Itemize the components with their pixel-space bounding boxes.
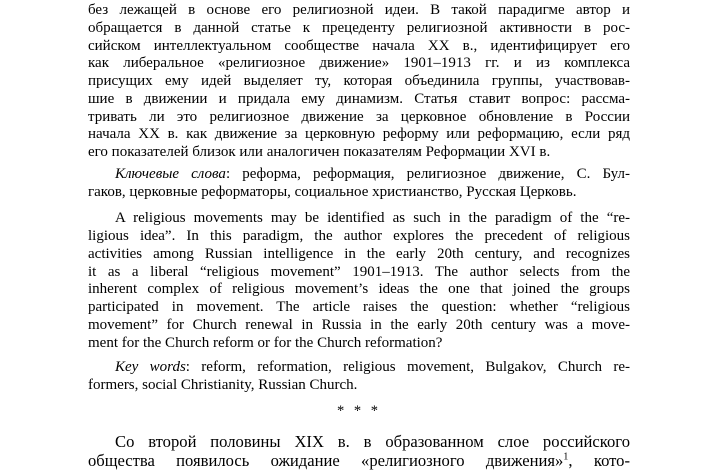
text-line: [88, 166, 630, 184]
body-line-text: общества появилось ожидание «религиозного движения»: [88, 450, 564, 470]
keywords-ru-text: : реформа, реформация, религиозное движение, С. Бул-: [225, 165, 631, 182]
text-line: A religious movements may be identified as such in the paradigm of the “re-: [115, 210, 630, 227]
text-line: [88, 451, 630, 470]
text-line: inherent complex of religious movement’s ideas the one that joined the groups: [88, 281, 630, 298]
abstract-english: [88, 210, 630, 352]
text-line: ment for the Church reform or for the Church reformation?: [88, 334, 443, 351]
section-separator: * * *: [337, 402, 381, 419]
text-line: ligious idea”. In this paradigm, the author explores the precedent of religious: [88, 228, 630, 244]
body-line-text: , кото-: [568, 450, 630, 470]
text-line: начала XX в. как движение за церковную реформу или реформацию, если ряд: [88, 126, 630, 143]
text-line: сийском интеллектуальном сообществе начала XX в., идентифицирует его: [88, 37, 630, 54]
keywords-en-label: Key words: [115, 359, 186, 376]
keywords-en-text: : reform, reformation, religious movement, Bulgakov, Church re-: [185, 359, 630, 376]
text-line: гаков, церковные реформаторы, социальное христианство, Русская Церковь.: [88, 183, 577, 200]
footnote-ref-1: 1: [563, 451, 569, 463]
abstract-russian: [88, 2, 630, 162]
text-line: присущих ему идей выделяет ту, которая объединила группы, участвовав-: [88, 73, 630, 89]
keywords-ru-label: Ключевые слова: [115, 165, 226, 182]
text-line: обращается в данной статье к прецеденту религиозной активности в рос-: [88, 19, 630, 36]
text-line: [88, 359, 630, 377]
text-line: participated in movement. The article raises the question: whether “religious: [88, 299, 630, 315]
text-line: it as a liberal “religious movement” 1901–1913. The author selects from the: [88, 263, 630, 280]
text-line: тривать ли это религиозное движение за церковное обновление в России: [88, 108, 630, 125]
text-line: шие в движении и придала ему динамизм. Статья ставит вопрос: рассма-: [88, 90, 630, 107]
text-line: movement” for Church renewal in Russia in the early 20th century was a move-: [88, 316, 630, 333]
text-line: как либеральное «религиозное движение» 1901–1913 гг. и из комплекса: [88, 55, 630, 72]
keywords-russian: [88, 166, 630, 202]
body-text: [88, 432, 630, 470]
text-line: formers, social Christianity, Russian Church.: [88, 377, 358, 393]
text-line: activities among Russian intelligence in the early 20th century, and recognizes: [88, 245, 630, 262]
text-line: Со второй половины XIX в. в образованном слое российского: [115, 431, 630, 451]
text-line: без лежащей в основе его религиозной идеи. В такой парадигме автор и: [88, 2, 630, 18]
text-line: его показателей близок или аналогичен показателям Реформации XVI в.: [88, 144, 551, 160]
keywords-english: [88, 359, 630, 395]
